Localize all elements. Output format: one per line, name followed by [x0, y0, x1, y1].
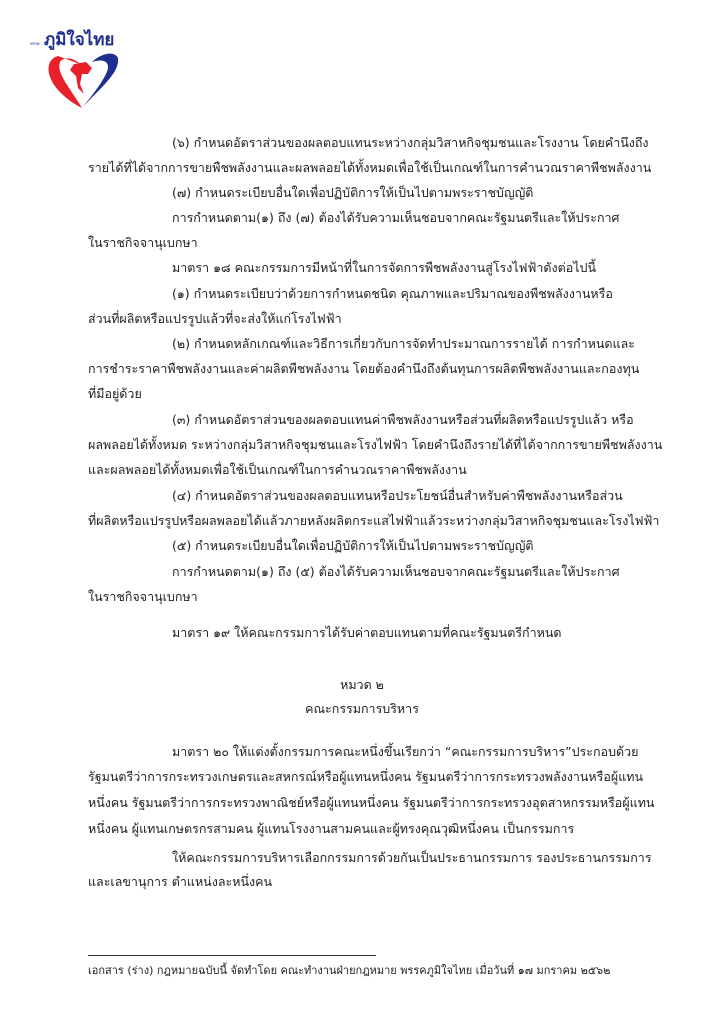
body-text-line: (๓) กำหนดอัตราส่วนของผลตอบแทนค่าพืชพลังงานหรือส่วนที่ผลิตหรือแปรรูปแล้ว หรือ — [172, 412, 634, 427]
body-text-line: ในราชกิจจานุเบกษา — [88, 235, 198, 250]
body-text-line: ผลพลอยได้ทั้งหมด ระหว่างกลุ่มวิสาหกิจชุมชนและโรงไฟฟ้า โดยคำนึงถึงรายได้ที่ได้จากการขายพืชพลังงาน — [88, 437, 663, 452]
body-text-line: หนึ่งคน รัฐมนตรีว่าการกระทรวงพาณิชย์หรือผู้แทนหนึ่งคน รัฐมนตรีว่าการกระทรวงอุตสาหกรรมหรือผู้แทน — [88, 795, 655, 810]
body-text-line: (๖) กำหนดอัตราส่วนของผลตอบแทนระหว่างกลุ่มวิสาหกิจชุมชนและโรงงาน โดยคำนึงถึง — [172, 135, 649, 150]
body-text-line: และผลพลอยได้ทั้งหมดเพื่อใช้เป็นเกณฑ์ในการคำนวณราคาพืชพลังงาน — [88, 462, 467, 477]
body-text-line: ที่มีอยู่ด้วย — [88, 386, 142, 401]
body-text-line: และเลขานุการ ตำแหน่งละหนึ่งคน — [88, 874, 272, 889]
svg-text:ภูมิใจไทย: ภูมิใจไทย — [44, 30, 115, 50]
body-text-line: (๔) กำหนดอัตราส่วนของผลตอบแทนหรือประโยชน์อื่นสำหรับค่าพืชพลังงานหรือส่วน — [172, 488, 623, 503]
svg-text:พรรค: พรรค — [30, 41, 40, 46]
body-text-line: รายได้ที่ได้จากการขายพืชพลังงานและผลพลอยได้ทั้งหมดเพื่อใช้เป็นเกณฑ์ในการคำนวณราคาพืชพลังงาน — [88, 160, 652, 175]
body-text-line: รัฐมนตรีว่าการกระทรวงเกษตรและสหกรณ์หรือผู้แทนหนึ่งคน รัฐมนตรีว่าการกระทรวงพลังงานหรือผู้แทน — [88, 769, 644, 784]
footnote-divider — [88, 955, 376, 956]
body-text-line: (๒) กำหนดหลักเกณฑ์และวิธีการเกี่ยวกับการจัดทำประมาณการรายได้ การกำหนดและ — [172, 336, 635, 351]
body-text-line: มาตรา ๑๙ ให้คณะกรรมการได้รับค่าตอบแทนตามที่คณะรัฐมนตรีกำหนด — [172, 625, 562, 640]
body-text-line: มาตรา ๒๐ ให้แต่งตั้งกรรมการคณะหนึ่งขึ้นเรียกว่า “คณะกรรมการบริหาร”ประกอบด้วย — [172, 744, 639, 759]
body-text-line: มาตรา ๑๘ คณะกรรมการมีหน้าที่ในการจัดการพืชพลังงานสู่โรงไฟฟ้าดังต่อไปนี้ — [172, 260, 596, 275]
body-text-line: ส่วนที่ผลิตหรือแปรรูปแล้วที่จะส่งให้แก่โรงไฟฟ้า — [88, 311, 342, 326]
body-text-line: ให้คณะกรรมการบริหารเลือกกรรมการด้วยกันเป็นประธานกรรมการ รองประธานกรรมการ — [172, 850, 652, 865]
footnote: เอกสาร (ร่าง) กฎหมายฉบับนี้ จัดทำโดย คณะทำงานฝ่ายกฎหมาย พรรคภูมิใจไทย เมื่อวันที่ ๑๗ มกราคม ๒๕๖๒ — [88, 964, 611, 977]
body-text-line: หนึ่งคน ผู้แทนเกษตรกรสามคน ผู้แทนโรงงานสามคนและผู้ทรงคุณวุฒิหนึ่งคน เป็นกรรมการ — [88, 821, 575, 836]
body-text-line: การกำหนดตาม(๑) ถึง (๕) ต้องได้รับความเห็นชอบจากคณะรัฐมนตรีและให้ประกาศ — [172, 564, 620, 579]
section-heading: คณะกรรมการบริหาร — [305, 701, 419, 716]
party-logo — [30, 18, 130, 118]
body-text-line: (๑) กำหนดระเบียบว่าด้วยการกำหนดชนิด คุณภาพและปริมาณของพืชพลังงานหรือ — [172, 286, 613, 301]
body-text-line: (๗) กำหนดระเบียบอื่นใดเพื่อปฏิบัติการให้เป็นไปตามพระราชบัญญัติ — [172, 185, 534, 200]
body-text-line: ที่ผลิตหรือแปรรูปหรือผลพลอยได้แล้วภายหลังผลิตกระแสไฟฟ้าแล้วระหว่างกลุ่มวิสาหกิจชุมชนและโรงไฟฟ้า — [88, 513, 660, 528]
body-text-line: ในราชกิจจานุเบกษา — [88, 589, 198, 604]
body-text-line: การชำระราคาพืชพลังงานและค่าผลิตพืชพลังงาน โดยต้องคำนึงถึงต้นทุนการผลิตพืชพลังงานและกองทุน — [88, 361, 640, 376]
body-text-line: (๕) กำหนดระเบียบอื่นใดเพื่อปฏิบัติการให้เป็นไปตามพระราชบัญญัติ — [172, 538, 534, 553]
section-heading: หมวด ๒ — [340, 677, 384, 692]
body-text-line: การกำหนดตาม(๑) ถึง (๗) ต้องได้รับความเห็นชอบจากคณะรัฐมนตรีและให้ประกาศ — [172, 210, 620, 225]
